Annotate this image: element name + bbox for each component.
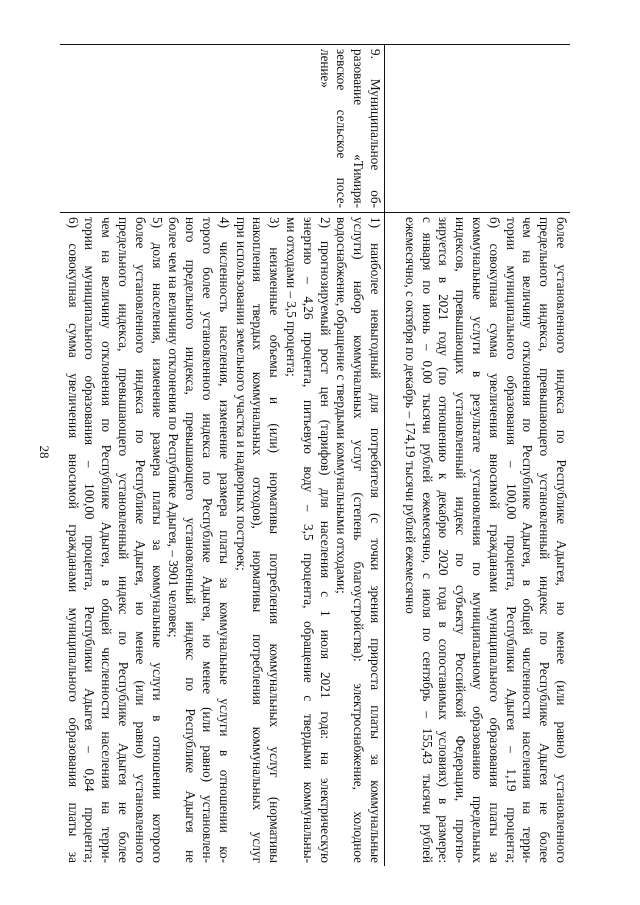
text-line: 3) неизменные объемы и (или) нормативы потребления коммунальных услуг (нормативы — [267, 217, 283, 863]
row-9-indicators-cell — [60, 213, 384, 866]
municipality-column — [60, 45, 570, 213]
text-line: 2) прогнозируемый рост цен (тарифов) для населения с 1 июля 2021 года: на электрическую — [317, 217, 333, 863]
text-line: торого более установленного индекса по Республике Адыгея, но менее (или равно) установлен- — [200, 217, 216, 863]
row-9-municipality-cell — [60, 45, 384, 212]
text-line: водоснабжение, обращение с твердыми коммунальными отходами; — [334, 217, 350, 594]
text-line: б) совокупная сумма увеличения вносимой гражданами муниципального образования платы за — [486, 217, 502, 863]
municipality-line: разование «Тимиря- — [351, 49, 367, 208]
text-line: с января по июнь – 0,00 тысячи рублей ежемесячно, с июля по сентябрь – 155,43 тысячи рублей — [419, 217, 435, 863]
data-table — [60, 44, 570, 866]
text-line: чем на величину отклонения по Республике Адыгея, в общей численности населения на терри- — [520, 217, 536, 863]
text-line: ного предельного индекса, превышающего установленный индекс по Республике Адыгея не — [183, 217, 199, 863]
text-line: 4) численность населения, изменение размера платы за коммунальные услуги в отношении ко- — [216, 217, 232, 863]
text-line: зируется в 2021 году (по отношению к декабрю 2020 года в сопоставимых условиях) в размере: — [436, 217, 452, 863]
text-line: услуги) набор коммунальных услуг (степень благоустройства): электроснабжение, холодное — [351, 217, 367, 863]
text-line: 6) совокупная сумма увеличения вносимой гражданами муниципального образования платы за — [65, 217, 81, 863]
text-line: накопления твердых коммунальных отходов), нормативы потребления коммунальных услуг — [250, 217, 266, 863]
text-line: 1) наиболее невыгодный для потребителя (с точки зрения прироста платы за коммунальные — [368, 217, 383, 863]
prev-row-indicators-cell — [384, 213, 570, 866]
text-line: при использовании земельного участка и надворных построек; — [233, 217, 249, 571]
text-line: ежемесячно, с октября по декабрь – 174,19 тысячи рублей ежемесячно — [402, 217, 418, 614]
page-number: 28 — [37, 445, 52, 459]
text-line: более установленного индекса по Республике Адыгея, но менее (или равно) установленного — [554, 217, 569, 863]
text-line: индексов, превышающих установленный индекс по субъекту Российской Федерации, прогно- — [453, 217, 469, 863]
text-line: тории муниципального образования – 100,00 процента, Республики Адыгея – 1,19 процента; — [503, 217, 519, 863]
text-line: ми отходами – 3,5 процента; — [284, 217, 300, 377]
indicators-column — [60, 213, 570, 866]
text-line: предельного индекса, превышающего установленный индекс по Республике Адыгея не более — [116, 217, 132, 863]
text-line: коммунальные услуги в результате установления по муниципальному образованию предельных — [470, 217, 486, 863]
municipality-line: зевское сельское посе- — [334, 49, 350, 208]
prev-row-municipality-cell — [384, 45, 570, 212]
text-line: предельного индекса, превышающего установленный индекс по Республике Адыгея не более — [537, 217, 553, 863]
rotated-table-viewport — [60, 44, 570, 866]
text-line: более чем на величину отклонения по Республике Адыгея, – 3901 человек; — [166, 217, 182, 638]
municipality-line: ление» — [317, 49, 333, 88]
text-line: энергию – 4,26 процента, питьевую воду – 3,5 процента, обращение с твердыми коммунальны- — [300, 217, 316, 863]
text-line: 5) доля населения, изменение размера платы за коммунальные услуги в отношении которого — [149, 217, 165, 863]
municipality-line: 9. Муниципальное об- — [368, 49, 383, 208]
text-line: более установленного индекса по Республике Адыгея, но менее (или равно) установленного — [132, 217, 148, 863]
text-line: тории муниципального образования – 100,00 процента, Республики Адыгея – 0,84 процента; — [82, 217, 98, 863]
text-line: чем на величину отклонения по Республике Адыгея, в общей численности населения на терри- — [99, 217, 115, 863]
